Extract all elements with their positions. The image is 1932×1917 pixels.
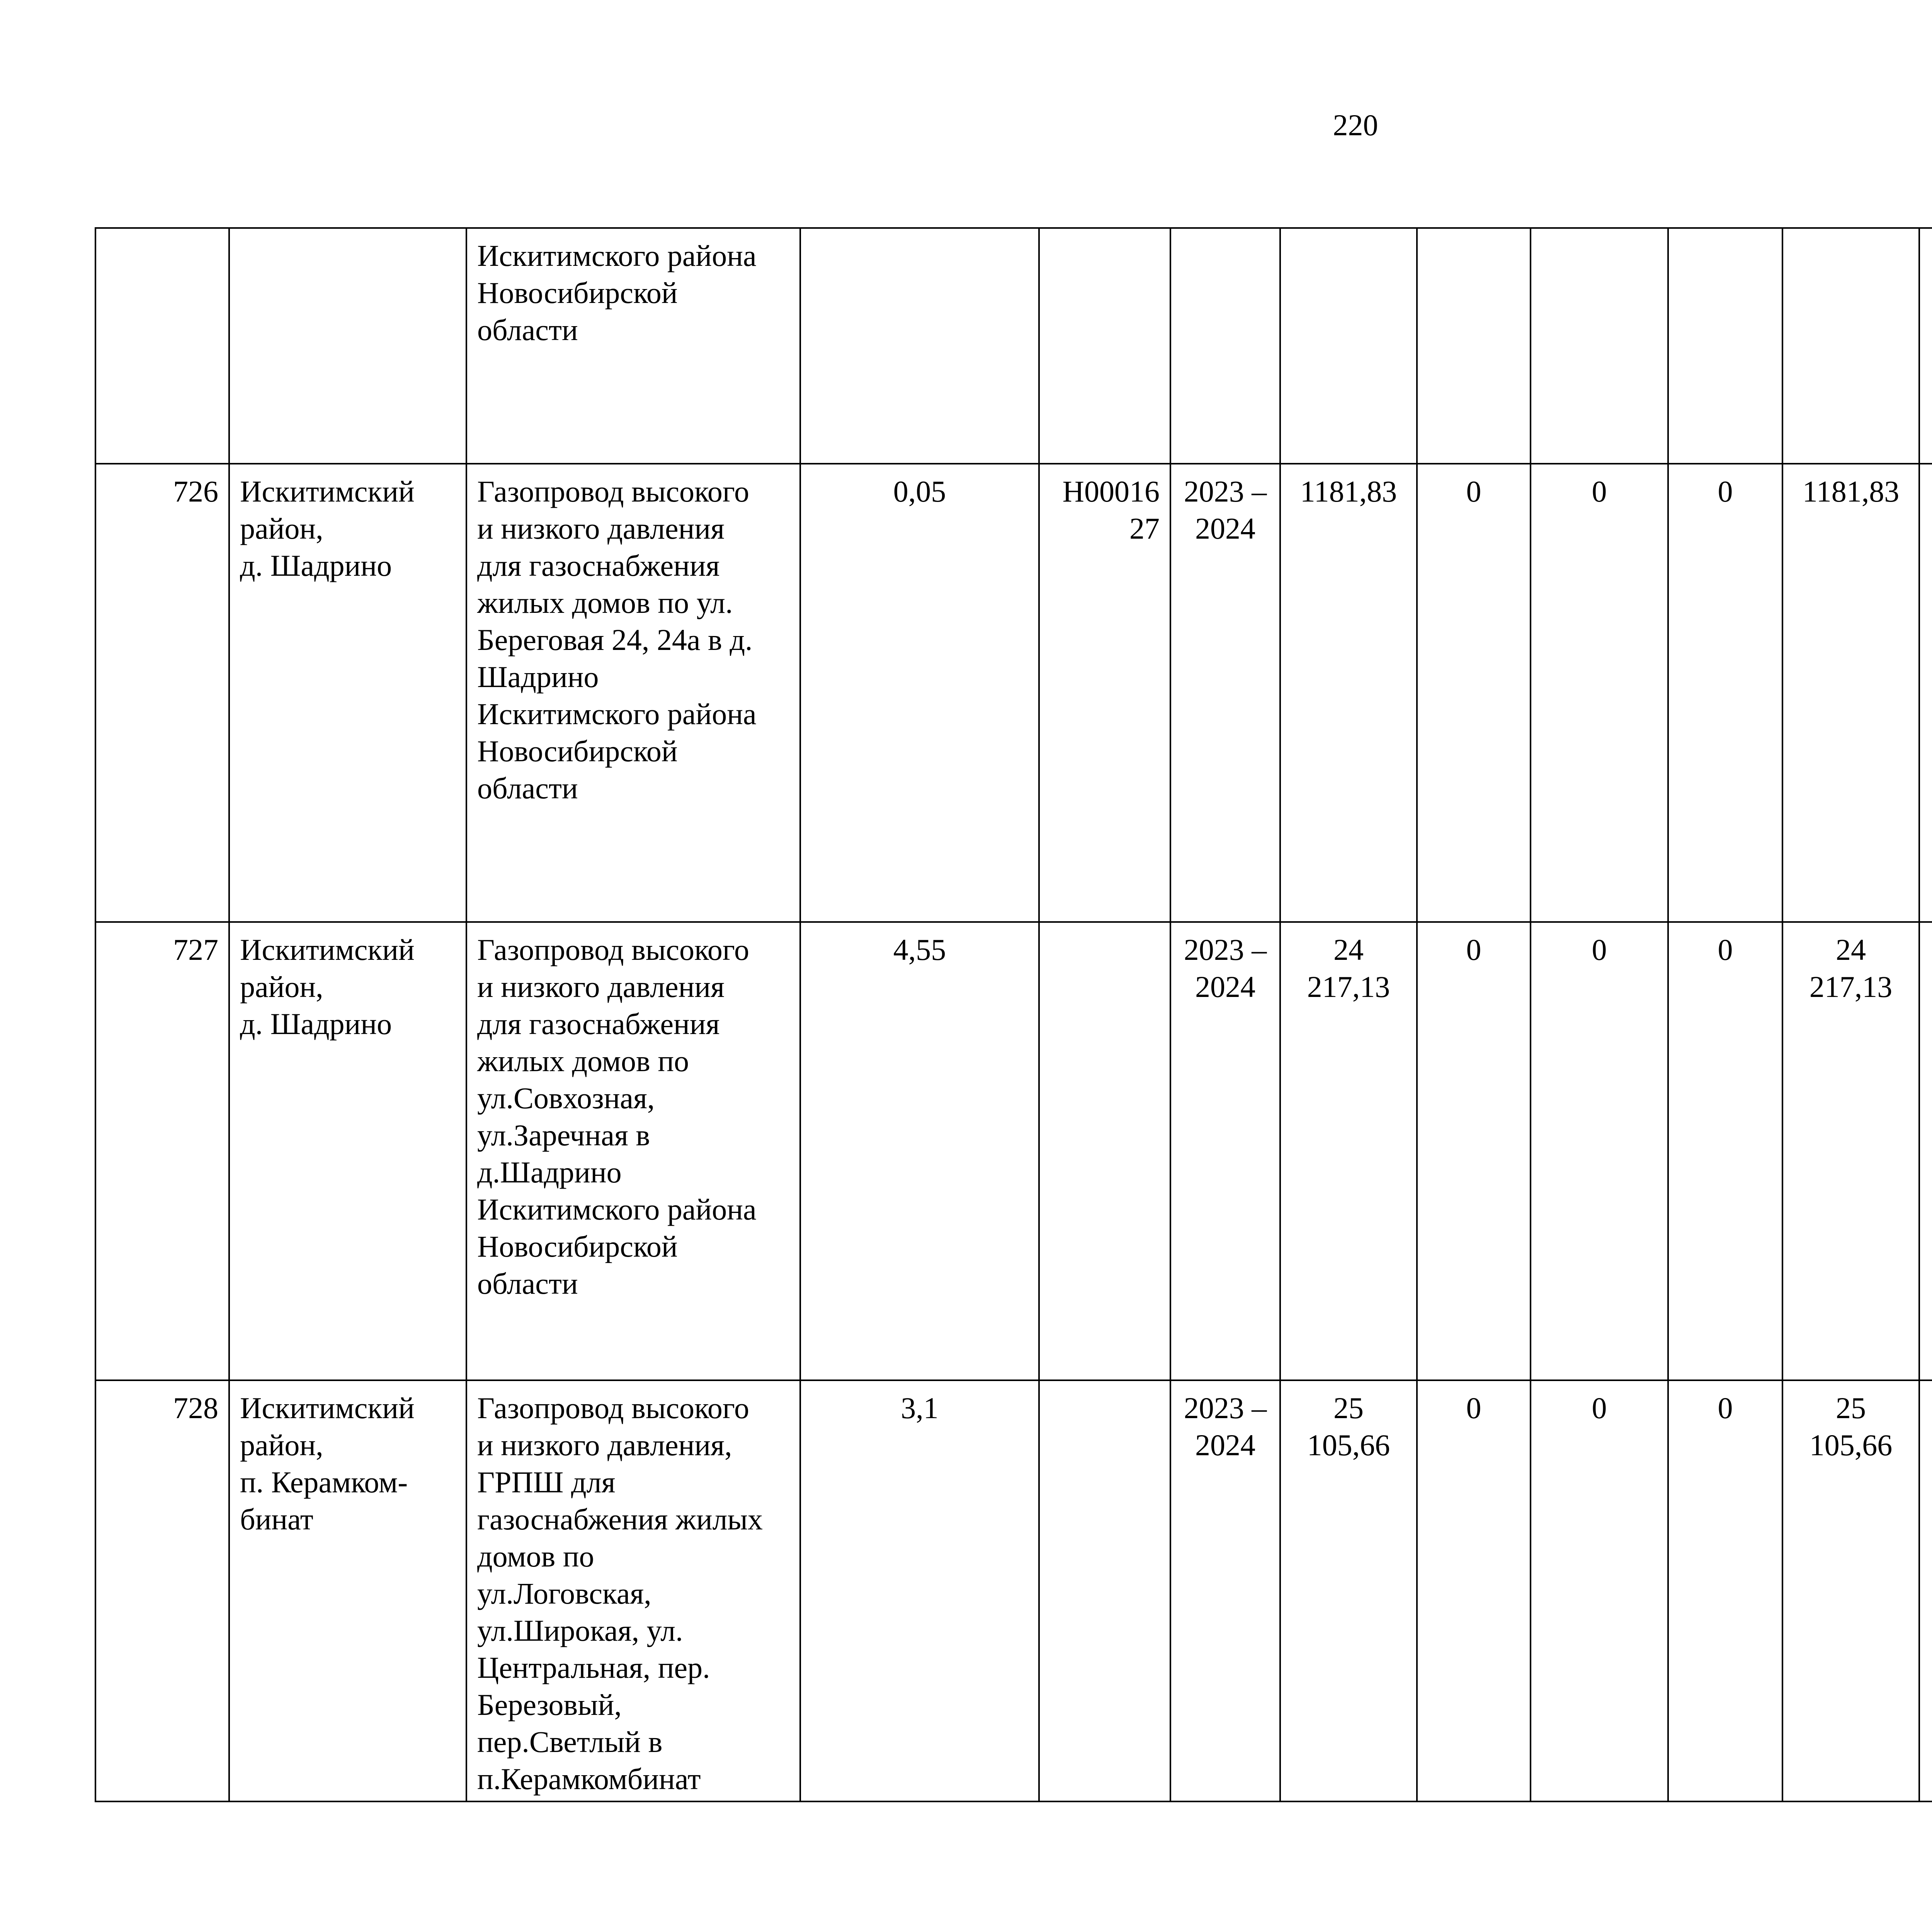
cell-object: Газопровод высокого и низкого давления для газоснабжения жилых домов по ул. Береговая 24, 24а в д. Шадрино Искитимского района Новосибирской области — [466, 464, 800, 922]
cell-length: 0,05 — [800, 464, 1039, 922]
cell-reg: 0 — [1531, 922, 1668, 1380]
cell-mun — [1668, 228, 1782, 464]
cell-reg — [1531, 228, 1668, 464]
cell-mun: 0 — [1668, 922, 1782, 1380]
cell-total: 25 105,66 — [1280, 1380, 1417, 1801]
cell-fed — [1417, 228, 1531, 464]
cell-executor — [1919, 922, 1932, 1380]
gasification-table — [95, 227, 1932, 1802]
cell-fed: 0 — [1417, 922, 1531, 1380]
cell-object: Газопровод высокого и низкого давления для газоснабжения жилых домов по ул.Совхозная, ул.Заречная в д.Шадрино Искитимского района Новосибирской области — [466, 922, 800, 1380]
page-number: 220 — [1333, 108, 1378, 142]
cell-executor — [1919, 464, 1932, 922]
table-row — [95, 1380, 1932, 1801]
cell-total: 1181,83 — [1280, 464, 1417, 922]
cell-executor — [1919, 1380, 1932, 1801]
cell-object: Искитимского района Новосибирской области — [466, 228, 800, 464]
cell-mun: 0 — [1668, 464, 1782, 922]
cell-period: 2023 – 2024 — [1170, 922, 1280, 1380]
cell-period: 2023 – 2024 — [1170, 1380, 1280, 1801]
cell-number — [95, 228, 229, 464]
cell-code — [1039, 1380, 1170, 1801]
cell-reg: 0 — [1531, 464, 1668, 922]
table-row — [95, 464, 1932, 922]
cell-number: 726 — [95, 464, 229, 922]
cell-executor — [1919, 228, 1932, 464]
cell-period — [1170, 228, 1280, 464]
cell-total — [1280, 228, 1417, 464]
table-row — [95, 922, 1932, 1380]
cell-code — [1039, 228, 1170, 464]
cell-location: Искитимский район, п. Керамком- бинат — [229, 1380, 466, 1801]
cell-extra — [1782, 228, 1919, 464]
cell-extra: 25 105,66 — [1782, 1380, 1919, 1801]
cell-length: 4,55 — [800, 922, 1039, 1380]
table-row — [95, 228, 1932, 464]
cell-reg: 0 — [1531, 1380, 1668, 1801]
cell-object: Газопровод высокого и низкого давления, ГРПШ для газоснабжения жилых домов по ул.Логовская, ул.Широкая, ул. Центральная, пер. Березовый, пер.Светлый в п.Керамкомбинат — [466, 1380, 800, 1801]
cell-number: 727 — [95, 922, 229, 1380]
cell-location: Искитимский район, д. Шадрино — [229, 464, 466, 922]
cell-number: 728 — [95, 1380, 229, 1801]
cell-extra: 24 217,13 — [1782, 922, 1919, 1380]
cell-extra: 1181,83 — [1782, 464, 1919, 922]
cell-location — [229, 228, 466, 464]
cell-period: 2023 – 2024 — [1170, 464, 1280, 922]
cell-fed: 0 — [1417, 464, 1531, 922]
cell-length — [800, 228, 1039, 464]
cell-mun: 0 — [1668, 1380, 1782, 1801]
cell-total: 24 217,13 — [1280, 922, 1417, 1380]
cell-length: 3,1 — [800, 1380, 1039, 1801]
cell-code — [1039, 922, 1170, 1380]
cell-location: Искитимский район, д. Шадрино — [229, 922, 466, 1380]
cell-fed: 0 — [1417, 1380, 1531, 1801]
cell-code: Н00016 27 — [1039, 464, 1170, 922]
